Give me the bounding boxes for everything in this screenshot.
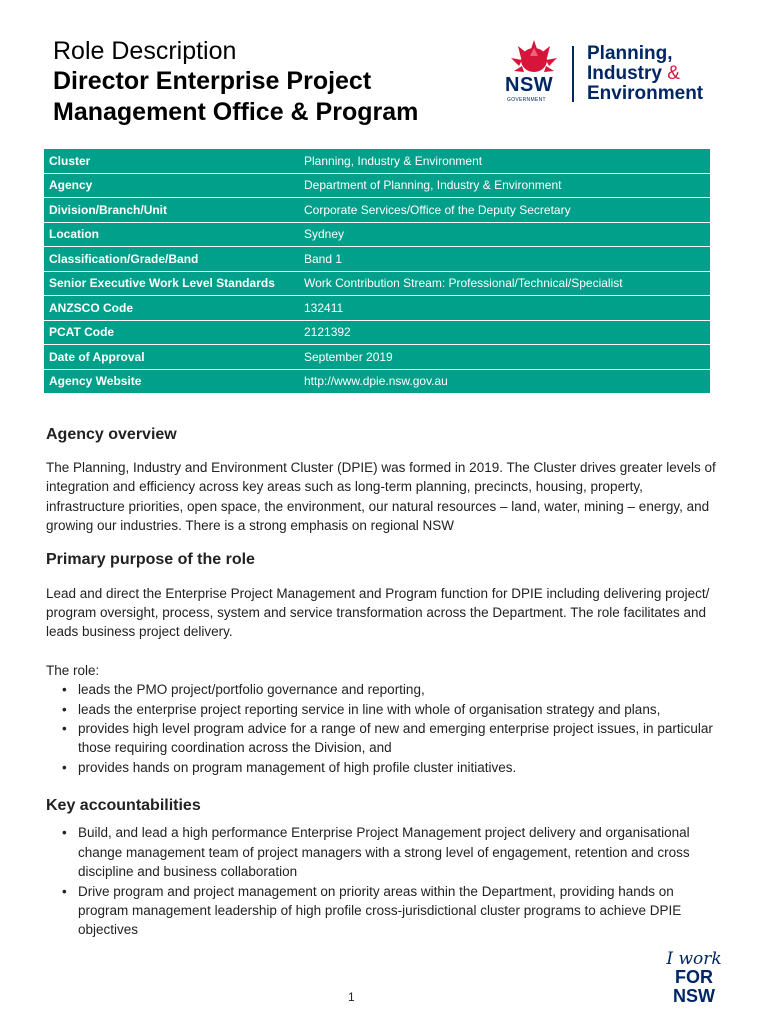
- row-key: Senior Executive Work Level Standards: [44, 271, 299, 296]
- logo-divider: [572, 46, 574, 102]
- dept-line-planning: Planning,: [587, 43, 673, 64]
- list-item: • leads the enterprise project reporting service in line with whole of organisation strategy and plans,: [78, 700, 722, 719]
- row-key: Division/Branch/Unit: [44, 198, 299, 223]
- role-title-line1: Director Enterprise Project: [53, 67, 372, 95]
- iwork-for: FOR: [675, 967, 713, 987]
- nsw-wordmark: NSW: [505, 74, 554, 96]
- list-item: • Drive program and project management on priority areas within the Department, providing hands on program management leadership of high profile cross-jurisdictional cluster programs to achieve DPIE objectives: [78, 882, 722, 940]
- title-block: [53, 36, 418, 128]
- table-row: [44, 320, 710, 345]
- role-intro: The role:: [46, 662, 100, 678]
- row-key: ANZSCO Code: [44, 296, 299, 321]
- row-value: 132411: [299, 296, 710, 321]
- accountabilities-bullet-list: [46, 823, 722, 939]
- table-row: [44, 271, 710, 296]
- dept-ampersand: &: [667, 63, 680, 84]
- list-item: • provides high level program advice for a range of new and emerging enterprise project issues, in particular those requiring coordination across the Division, and: [78, 719, 722, 758]
- government-wordmark: GOVERNMENT: [507, 97, 546, 103]
- row-key: Location: [44, 222, 299, 247]
- row-key: Agency: [44, 173, 299, 198]
- row-key: Date of Approval: [44, 345, 299, 370]
- row-value: Department of Planning, Industry & Environment: [299, 173, 710, 198]
- table-row: [44, 296, 710, 321]
- row-key: PCAT Code: [44, 320, 299, 345]
- row-key: Classification/Grade/Band: [44, 247, 299, 272]
- role-title-line2: Management Office & Program: [53, 98, 419, 126]
- iwork-nsw: NSW: [673, 986, 715, 1006]
- list-item: • leads the PMO project/portfolio governance and reporting,: [78, 680, 722, 699]
- table-row: [44, 247, 710, 272]
- nsw-dpie-logo: [500, 38, 720, 106]
- key-accountabilities-heading: Key accountabilities: [46, 797, 201, 815]
- dept-line-environment: Environment: [587, 83, 704, 104]
- list-item: • provides hands on program management of high profile cluster initiatives.: [78, 758, 722, 777]
- row-value: Corporate Services/Office of the Deputy Secretary: [299, 198, 710, 223]
- agency-overview-heading: Agency overview: [46, 426, 177, 443]
- agency-overview-text: The Planning, Industry and Environment Cluster (DPIE) was formed in 2019. The Cluster drives greater levels of integration and efficiency across key areas such as long-term planning, precincts, housing, property, infrastructure priorities, open space, the environment, our natural resources – land, water, mining – energy, and growing our industries. There is a strong emphasis on regional NSW: [46, 460, 716, 534]
- list-item: • Build, and lead a high performance Enterprise Project Management project delivery and organisational change management team of project managers with a strong level of engagement, retention and cross discipline and business collaboration: [78, 823, 722, 881]
- table-row: [44, 345, 710, 370]
- table-row: [44, 369, 710, 394]
- row-value: Band 1: [299, 247, 710, 272]
- dept-line-industry: [587, 64, 703, 84]
- row-value: September 2019: [299, 345, 710, 370]
- page-number: 1: [348, 990, 355, 1004]
- role-bullet-list: [46, 680, 722, 777]
- row-key: Agency Website: [44, 369, 299, 394]
- table-row: [44, 173, 710, 198]
- role-info-table: [44, 149, 710, 394]
- iwork-script: I work: [666, 949, 722, 969]
- row-value: Work Contribution Stream: Professional/Technical/Specialist: [299, 271, 710, 296]
- row-value: 2121392: [299, 320, 710, 345]
- waratah-icon: [508, 38, 560, 76]
- table-row: [44, 222, 710, 247]
- table-row: [44, 149, 710, 173]
- department-wordmark: [587, 44, 703, 104]
- doc-type-label: Role Description: [53, 37, 237, 65]
- dept-word-industry: Industry: [587, 63, 662, 84]
- table-row: [44, 198, 710, 223]
- primary-purpose-heading: Primary purpose of the role: [46, 550, 255, 568]
- row-value[interactable]: http://www.dpie.nsw.gov.au: [299, 369, 710, 394]
- row-key: Cluster: [44, 149, 299, 173]
- document-body: [46, 424, 722, 940]
- row-value: Planning, Industry & Environment: [299, 149, 710, 173]
- row-value: Sydney: [299, 222, 710, 247]
- primary-purpose-text: Lead and direct the Enterprise Project Management and Program function for DPIE including delivering project/ program oversight, process, system and service transformation across the Department. The role facilitates and leads business project delivery.: [46, 585, 710, 640]
- i-work-for-nsw-logo: [664, 950, 724, 1006]
